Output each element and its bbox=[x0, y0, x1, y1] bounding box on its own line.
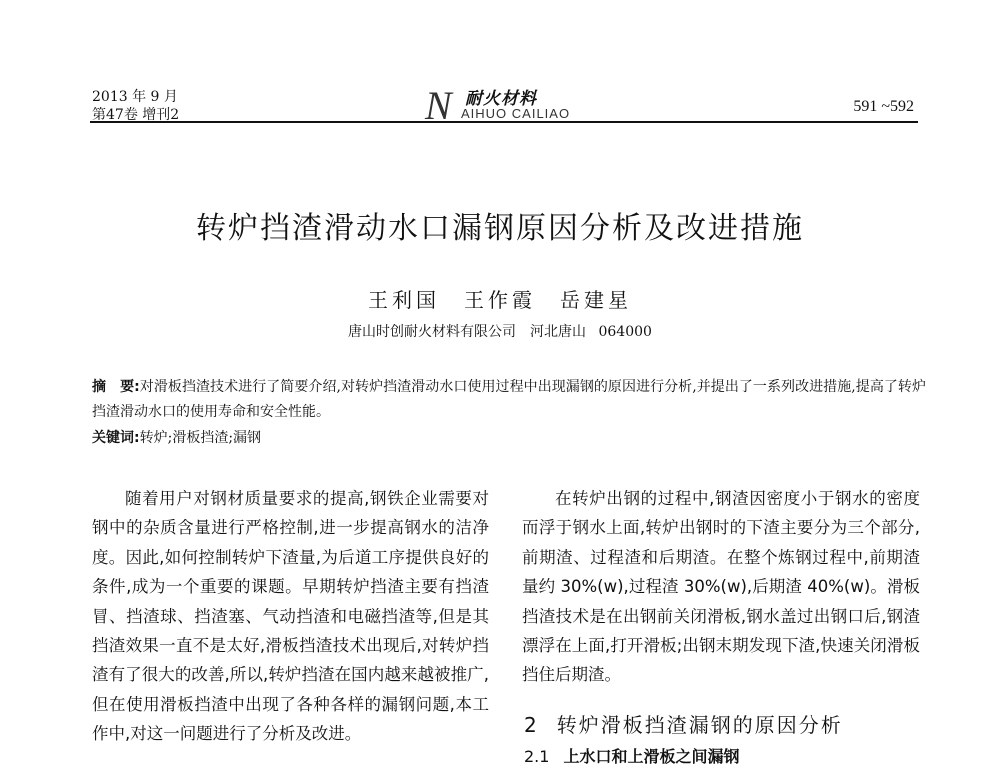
body-column-right bbox=[522, 484, 920, 690]
keywords-label: 关键词: bbox=[92, 430, 140, 446]
header-rule bbox=[90, 121, 918, 123]
author-affiliation: 唐山时创耐火材料有限公司 河北唐山 064000 bbox=[348, 324, 652, 340]
paper-authors: 王利国 王作霞 岳建星 bbox=[368, 288, 632, 312]
section-heading bbox=[524, 709, 843, 738]
issue-date: 2013 年 9 月 bbox=[92, 89, 178, 105]
paper-title: 转炉挡渣滑动水口漏钢原因分析及改进措施 bbox=[196, 211, 804, 246]
abstract bbox=[92, 375, 926, 425]
logo-chinese-name: 耐火材料 bbox=[465, 89, 537, 109]
journal-issue-info bbox=[92, 88, 179, 124]
page-range: 591 ~592 bbox=[853, 98, 914, 115]
abstract-text: 对滑板挡渣技术进行了简要介绍,对转炉挡渣滑动水口使用过程中出现漏钢的原因进行分析,并提出了一系列改进措施,提高了转炉挡渣滑动水口的使用寿命和安全性能。 bbox=[92, 379, 926, 420]
section-number: 2 bbox=[524, 713, 539, 737]
logo-english-name: AIHUO CAILIAO bbox=[461, 106, 571, 121]
keywords-text: 转炉;滑板挡渣;漏钢 bbox=[139, 430, 262, 446]
abstract-label: 摘 要: bbox=[92, 379, 140, 395]
process-paragraph: 在转炉出钢的过程中,钢渣因密度小于钢水的密度而浮于钢水上面,转炉出钢时的下渣主要分为三个部分,前期渣、过程渣和后期渣。在整个炼钢过程中,前期渣量约 30%(w),过程渣 30%(w),后期渣 40%(w)。滑板挡渣技术是在出钢前关闭滑板,钢水盖过出钢口后,钢渣漂浮在上面,打开滑板;出钢末期发现下渣,快速关闭滑板挡住后期渣。 bbox=[522, 489, 920, 685]
issue-volume: 第47卷 增刊2 bbox=[92, 107, 180, 123]
intro-paragraph: 随着用户对钢材质量要求的提高,钢铁企业需要对钢中的杂质含量进行严格控制,进一步提高钢水的洁净度。因此,如何控制转炉下渣量,为后道工序提供良好的条件,成为一个重要的课题。早期转炉挡渣主要有挡渣冒、挡渣球、挡渣塞、气动挡渣和电磁挡渣等,但是其挡渣效果一直不是太好,滑板挡渣技术出现后,对转炉挡渣有了很大的改善,所以,转炉挡渣在国内越来越被推广,但在使用滑板挡渣中出现了各种各样的漏钢问题,本工作中,对这一问题进行了分析及改进。 bbox=[92, 489, 489, 744]
subsection-number: 2.1 bbox=[524, 747, 550, 766]
subsection-title: 上水口和上滑板之间漏钢 bbox=[563, 747, 740, 766]
keywords bbox=[92, 426, 261, 451]
section-title: 转炉滑板挡渣漏钢的原因分析 bbox=[556, 713, 843, 737]
body-column-left bbox=[92, 484, 489, 749]
logo-initial: N bbox=[425, 83, 452, 128]
